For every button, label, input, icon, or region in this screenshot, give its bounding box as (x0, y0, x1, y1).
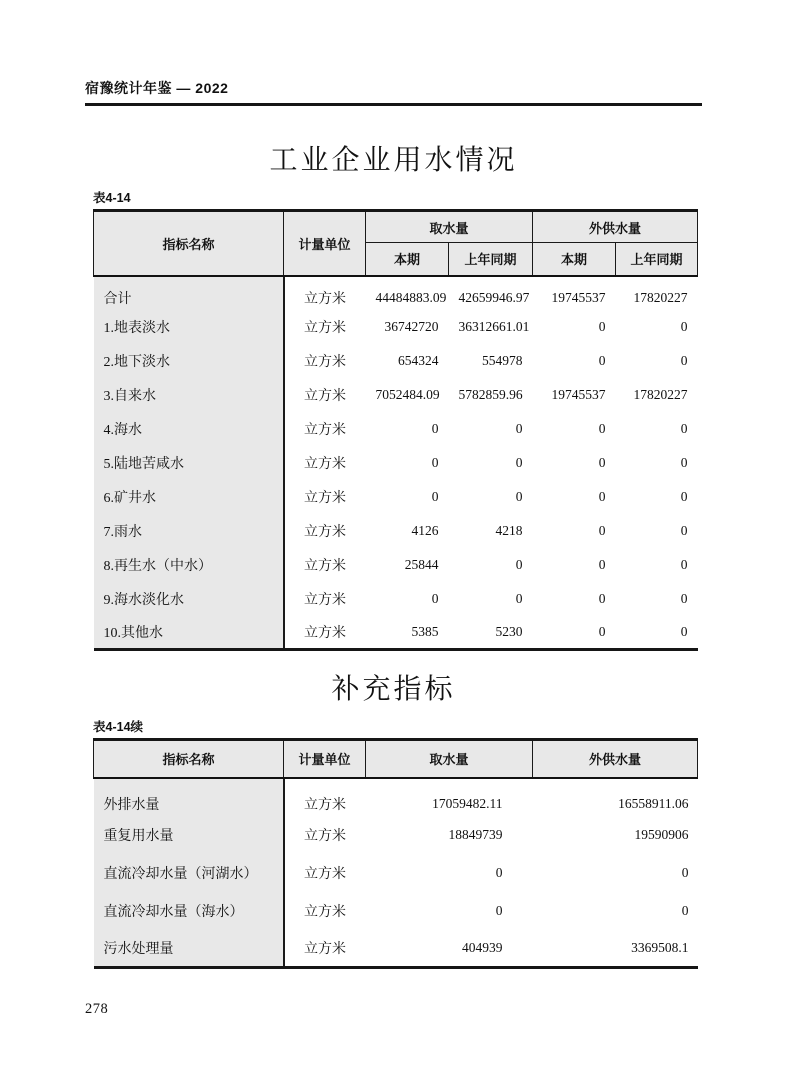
unit-cell: 立方米 (304, 422, 346, 438)
intake-current-cell: 25844 (404, 556, 439, 572)
intake-previous-cell: 0 (515, 488, 523, 504)
table-row (94, 778, 698, 816)
supply-cell: 16558911.06 (618, 796, 689, 811)
supply-previous-cell: 0 (680, 556, 688, 572)
table-row (94, 378, 698, 412)
intake-previous-cell: 5230 (495, 623, 523, 639)
supply-previous-cell: 17820227 (633, 386, 688, 402)
table-row (94, 892, 698, 930)
intake-current-cell: 7052484.09 (375, 386, 440, 402)
supply-current-cell: 0 (598, 488, 606, 504)
unit-cell: 立方米 (304, 490, 346, 506)
section2-title: 补充指标 (331, 674, 456, 705)
table-row (94, 310, 698, 344)
supply-previous-cell: 0 (680, 623, 688, 639)
supply-previous-cell: 0 (680, 488, 688, 504)
supply-current-cell: 19745537 (551, 386, 606, 402)
supply-previous-cell: 0 (680, 522, 688, 538)
header-intake-previous: 上年同期 (449, 243, 533, 276)
header-unit: 计量单位 (284, 211, 366, 276)
unit-cell: 立方米 (304, 292, 346, 307)
indicator-name-cell: 重复用水量 (94, 816, 284, 854)
supplementary-table (93, 738, 698, 969)
intake-current-cell: 36742720 (384, 318, 439, 334)
unit-cell: 立方米 (304, 558, 346, 574)
table-row (94, 930, 698, 968)
indicator-name-cell: 8.再生水（中水） (94, 548, 284, 582)
yearbook-title: 宿豫统计年鉴 — 2022 (85, 80, 229, 96)
header-supply-group: 外供水量 (533, 211, 698, 243)
supply-previous-cell: 17820227 (633, 290, 688, 305)
supply-cell: 3369508.1 (631, 939, 689, 955)
indicator-name-cell: 4.海水 (94, 412, 284, 446)
supply-current-cell: 0 (598, 318, 606, 334)
supply-previous-cell: 0 (680, 318, 688, 334)
table-row (94, 616, 698, 650)
table2-label: 表4-14续 (93, 720, 144, 734)
intake-current-cell: 5385 (411, 623, 439, 639)
supply-current-cell: 0 (598, 556, 606, 572)
supply-current-cell: 0 (598, 454, 606, 470)
intake-previous-cell: 554978 (482, 352, 523, 368)
intake-previous-cell: 0 (515, 556, 523, 572)
supply-current-cell: 0 (598, 352, 606, 368)
intake-previous-cell: 36312661.01 (458, 318, 530, 334)
unit-cell: 立方米 (304, 866, 346, 882)
header-unit: 计量单位 (284, 740, 366, 778)
supply-previous-cell: 0 (680, 454, 688, 470)
indicator-name-cell: 污水处理量 (94, 930, 284, 968)
indicator-name-cell: 9.海水淡化水 (94, 582, 284, 616)
header-supply-previous: 上年同期 (616, 243, 698, 276)
unit-cell: 立方米 (304, 941, 346, 957)
intake-current-cell: 0 (431, 420, 439, 436)
unit-cell: 立方米 (304, 828, 346, 844)
unit-cell: 立方米 (304, 388, 346, 404)
intake-cell: 0 (495, 902, 503, 918)
supply-current-cell: 0 (598, 590, 606, 606)
supply-cell: 19590906 (634, 826, 689, 842)
section1-title: 工业企业用水情况 (269, 145, 518, 176)
table-row (94, 446, 698, 480)
supply-cell: 0 (681, 902, 689, 918)
table-row (94, 816, 698, 854)
intake-previous-cell: 4218 (495, 522, 523, 538)
indicator-name-cell: 合计 (94, 276, 284, 310)
indicator-name-cell: 1.地表淡水 (94, 310, 284, 344)
intake-previous-cell: 5782859.96 (458, 386, 523, 402)
table-row (94, 548, 698, 582)
unit-cell: 立方米 (304, 320, 346, 336)
water-usage-table-header (94, 211, 698, 276)
header-intake: 取水量 (366, 740, 533, 778)
supply-previous-cell: 0 (680, 352, 688, 368)
supply-current-cell: 0 (598, 623, 606, 639)
intake-cell: 18849739 (448, 826, 503, 842)
unit-cell: 立方米 (304, 904, 346, 920)
intake-current-cell: 0 (431, 488, 439, 504)
indicator-name-cell: 2.地下淡水 (94, 344, 284, 378)
unit-cell: 立方米 (304, 456, 346, 472)
header-supply-current: 本期 (533, 243, 616, 276)
unit-cell: 立方米 (304, 592, 346, 608)
indicator-name-cell: 3.自来水 (94, 378, 284, 412)
indicator-name-cell: 10.其他水 (94, 616, 284, 650)
indicator-name-cell: 6.矿井水 (94, 480, 284, 514)
page-number: 278 (85, 1001, 109, 1017)
indicator-name-cell: 7.雨水 (94, 514, 284, 548)
supplementary-table-body (94, 778, 698, 968)
intake-cell: 404939 (462, 939, 503, 955)
unit-cell: 立方米 (304, 798, 346, 813)
unit-cell: 立方米 (304, 354, 346, 370)
supplementary-table-header (94, 740, 698, 778)
page-header (85, 78, 702, 106)
table-row (94, 514, 698, 548)
header-intake-current: 本期 (366, 243, 449, 276)
intake-previous-cell: 0 (515, 590, 523, 606)
intake-previous-cell: 0 (515, 454, 523, 470)
intake-cell: 17059482.11 (432, 796, 503, 811)
supply-previous-cell: 0 (680, 590, 688, 606)
supply-cell: 0 (681, 864, 689, 880)
table-row (94, 276, 698, 310)
unit-cell: 立方米 (304, 625, 346, 641)
table-row (94, 412, 698, 446)
unit-cell: 立方米 (304, 524, 346, 540)
supply-previous-cell: 0 (680, 420, 688, 436)
supply-current-cell: 0 (598, 522, 606, 538)
header-indicator: 指标名称 (94, 211, 284, 276)
indicator-name-cell: 直流冷却水量（海水） (94, 892, 284, 930)
supply-current-cell: 19745537 (551, 290, 606, 305)
intake-current-cell: 654324 (398, 352, 439, 368)
indicator-name-cell: 外排水量 (94, 778, 284, 816)
intake-current-cell: 44484883.09 (375, 290, 447, 305)
table-row (94, 854, 698, 892)
supply-current-cell: 0 (598, 420, 606, 436)
intake-cell: 0 (495, 864, 503, 880)
table-row (94, 480, 698, 514)
table-row (94, 344, 698, 378)
intake-current-cell: 4126 (411, 522, 439, 538)
page-content (85, 0, 702, 969)
indicator-name-cell: 5.陆地苦咸水 (94, 446, 284, 480)
intake-previous-cell: 42659946.97 (458, 290, 530, 305)
intake-current-cell: 0 (431, 454, 439, 470)
header-supply: 外供水量 (533, 740, 698, 778)
table-row (94, 582, 698, 616)
indicator-name-cell: 直流冷却水量（河湖水） (94, 854, 284, 892)
water-usage-table (93, 209, 698, 651)
table1-label: 表4-14 (93, 191, 131, 205)
header-intake-group: 取水量 (366, 211, 533, 243)
intake-current-cell: 0 (431, 590, 439, 606)
water-usage-table-body (94, 276, 698, 650)
header-indicator: 指标名称 (94, 740, 284, 778)
intake-previous-cell: 0 (515, 420, 523, 436)
